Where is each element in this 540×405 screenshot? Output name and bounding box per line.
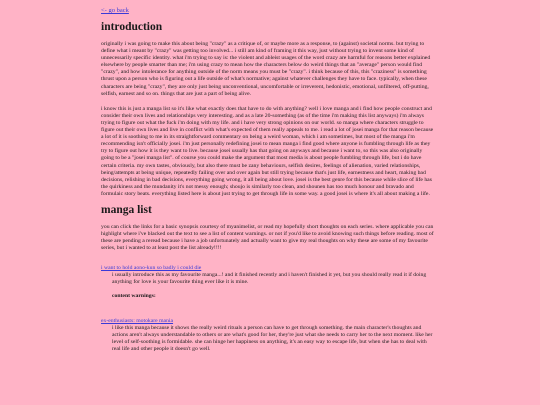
intro-paragraph-2: i know this is just a manga list so it's like what exactly does that have to do with anything? well i love manga and i find how people construct and consider their own lives and relationships very interesting. and as a late 20-something (as of the time i'm making this list anyways) i'm always trying to figure out what the fuck i'm doing with my life. and i have very strong opinions on our world. so manga where characters struggle to figure out their own lives and live in conflict with what's expected of them really appeals to me. i read a lot of josei manga for that reason because a lot of it is soothing to me in its straightforward commentary on being a weird woman, which i am sometimes, but most of the manga i'm recommending isn't officially josei. i'm just personally redefining josei to mean manga i find good where anyone is fumbling through life as they try to figure out how it is they want to live. because josei usually has that going on anyways and because i want to, so this was also originally going to be a "josei manga list". of course you could make the argument that most media is about people fumbling through life, but i do have certain criteria. my own tastes, obviously, but also there must be zany behaviours, selfish desires, feelings of alienation, varied relationships, being/attempts at being unique, repeatedly failing over and over again but still trying because that's just life, earnestness and heart, making bad decisions, relishing in bad decisions, everything going wrong, it all being about love. josei is the best genre for this because while slice of life has the quirkiness and the mundanity it's not messy enough; shoujo is similarly too clean, and shounen has too much honour and bravado and formulaic story beats. everything listed here is about just trying to get through life in some way. a good josei is where it's all about making a life. xyxy=(101,105,434,197)
manga-description-aono-kun: i usually introduce this as my favourite manga...! and it finished recently and i haven't finished it yet, but you should really read it if doing anything for love is your favourite thing ever like it is mine. xyxy=(112,272,427,286)
content-warnings-label: content warnings: xyxy=(112,292,156,299)
manga-description-motokare-mania: i like this manga because it shows the really weird rituals a person can have to get through something. the main character's thoughts and actions aren't always understandable to others or are what's good for her, they're just what she needs to carry her to the next moment. like her level of self-soothing is formidable. she can hinge her happiness on anything, it's an easy way to escape life, but when she has to deal with real life and other people it doesn't go well. xyxy=(112,324,433,352)
manga-link-aono-kun[interactable]: i want to hold aono-kun so badly i could die xyxy=(101,265,202,272)
manga-link-motokare-mania[interactable]: ex-enthusiasts: motokare mania xyxy=(101,317,174,324)
go-back-link[interactable]: <- go back xyxy=(101,7,129,14)
main-content xyxy=(101,7,435,353)
manga-list-intro: you can click the links for a basic synopsis courtesy of myanimelist, or read my hopefully short thoughts on each series. where applicable you can highlight where i've blacked out the text to see a list of content warnings. or not if you'd like to avoid knowing such things before reading. most of these are pending a reread because i have a job unfortunately and actually want to give my real thoughts on why these are some of my favourite series, but i wanted to at least post the list already!!!! xyxy=(101,223,434,252)
introduction-heading: introduction xyxy=(101,21,163,33)
manga-list-heading: manga list xyxy=(101,203,152,216)
intro-paragraph-1: originally i was going to make this about being "crazy" as a critique of, or maybe more as a response, to (against) societal norms. but trying to define what i meant by "crazy" was getting too involved... i still am kind of framing it this way, just without trying to invent some kind of unnecessarily specific identity. what i'm trying to say is: the violent and ableist usages of the word crazy are harmful for reasons better explained elsewhere by people smarter than me; i'm using crazy to mean how the characters below do weird things that an "average" person would find "crazy", and how intolerance for anything outside of the norm means you must be "crazy". i think because of this, this "craziness" is something thrust upon a person who is figuring out a life outside of what's normative; against whatever challenges they have to face. typically, when these characters are being "crazy", they are only just being unconventional, uncomfortable or irreverent, hedonistic, emotional, unfiltered, off-putting, selfish, earnest and so on. things that are just a part of being alive. xyxy=(101,41,431,97)
